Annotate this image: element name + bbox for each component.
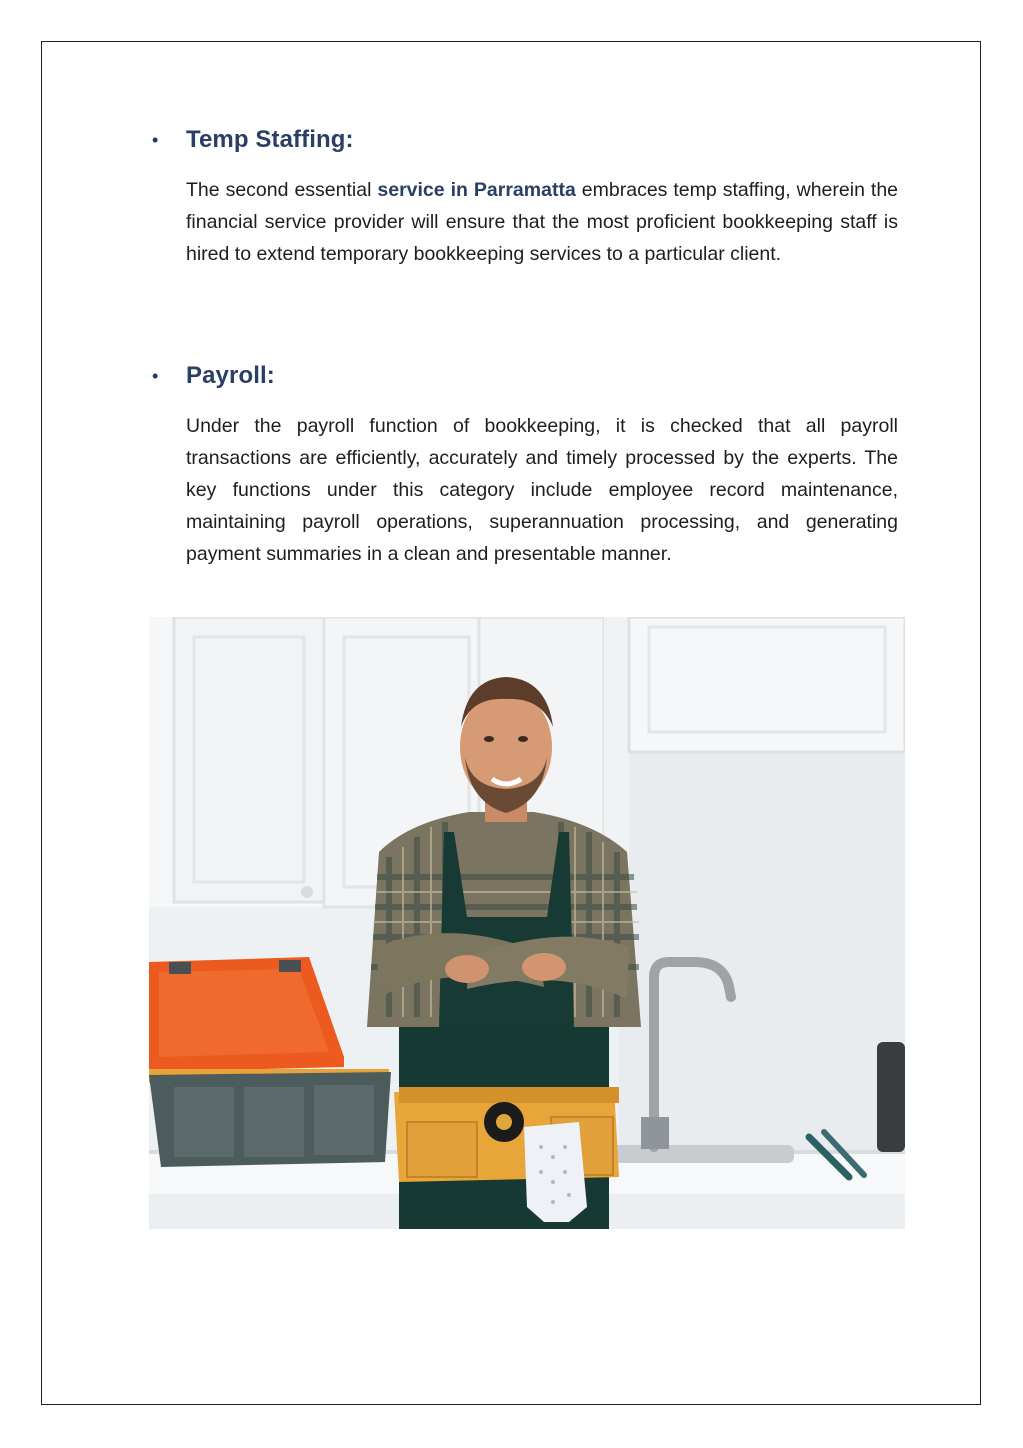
heading-row: [150, 126, 910, 160]
service-link[interactable]: service in Parramatta: [377, 179, 576, 201]
section-heading: Temp Staffing:: [186, 126, 354, 153]
section-heading: Payroll:: [186, 362, 275, 389]
paragraph-text: The second essential: [186, 179, 378, 201]
paragraph-text: embraces temp staffing, wherein the financial service provider will ensure that the most proficient bookkeeping staff is hired to extend temporary bookkeeping services to a particular client.: [186, 179, 899, 265]
photo-plumber-in-kitchen-icon: [149, 617, 905, 1229]
section-temp-staffing: [150, 126, 910, 270]
bullet-icon: •: [152, 130, 159, 150]
bullet-icon: •: [152, 366, 159, 386]
section-paragraph: [186, 174, 898, 270]
heading-row: [150, 362, 910, 396]
section-paragraph: Under the payroll function of bookkeeping, it is checked that all payroll transactions are efficiently, accurately and timely processed by the experts. The key functions under this category include employee record maintenance, maintaining payroll operations, superannuation processing, and generating payment summaries in a clean and presentable manner.: [186, 415, 898, 565]
section-payroll: [150, 362, 910, 570]
